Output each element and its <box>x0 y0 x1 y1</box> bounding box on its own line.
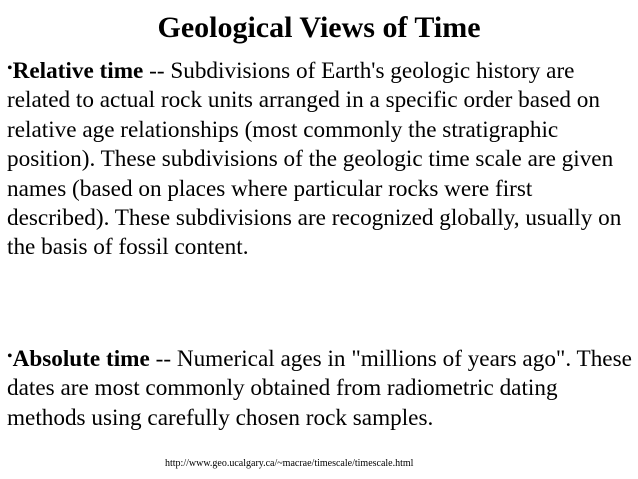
bullet-term: Absolute time <box>12 346 150 372</box>
bullet-marker: • <box>7 60 13 77</box>
bullet-term: Relative time <box>12 58 144 84</box>
bullet-marker: • <box>7 348 13 365</box>
bullet-text: -- Numerical ages in "millions of years ago". These dates are most commonly obtained from radiometric dating methods using carefully chosen rock samples. <box>7 346 632 431</box>
source-url[interactable]: http://www.geo.ucalgary.ca/~macrae/timescale/timescale.html <box>165 458 414 469</box>
bullet-relative-time <box>7 54 632 263</box>
bullet-absolute-time <box>7 342 632 433</box>
slide-title: Geological Views of Time <box>157 11 481 44</box>
bullet-text: -- Subdivisions of Earth's geologic history are related to actual rock units arranged in a specific order based on relative age relationships (most commonly the stratigraphic position). These subdivisions of the geologic time scale are given names (based on places where particular rocks were first described). These subdivisions are recognized globally, usually on the basis of fossil content. <box>7 58 622 261</box>
